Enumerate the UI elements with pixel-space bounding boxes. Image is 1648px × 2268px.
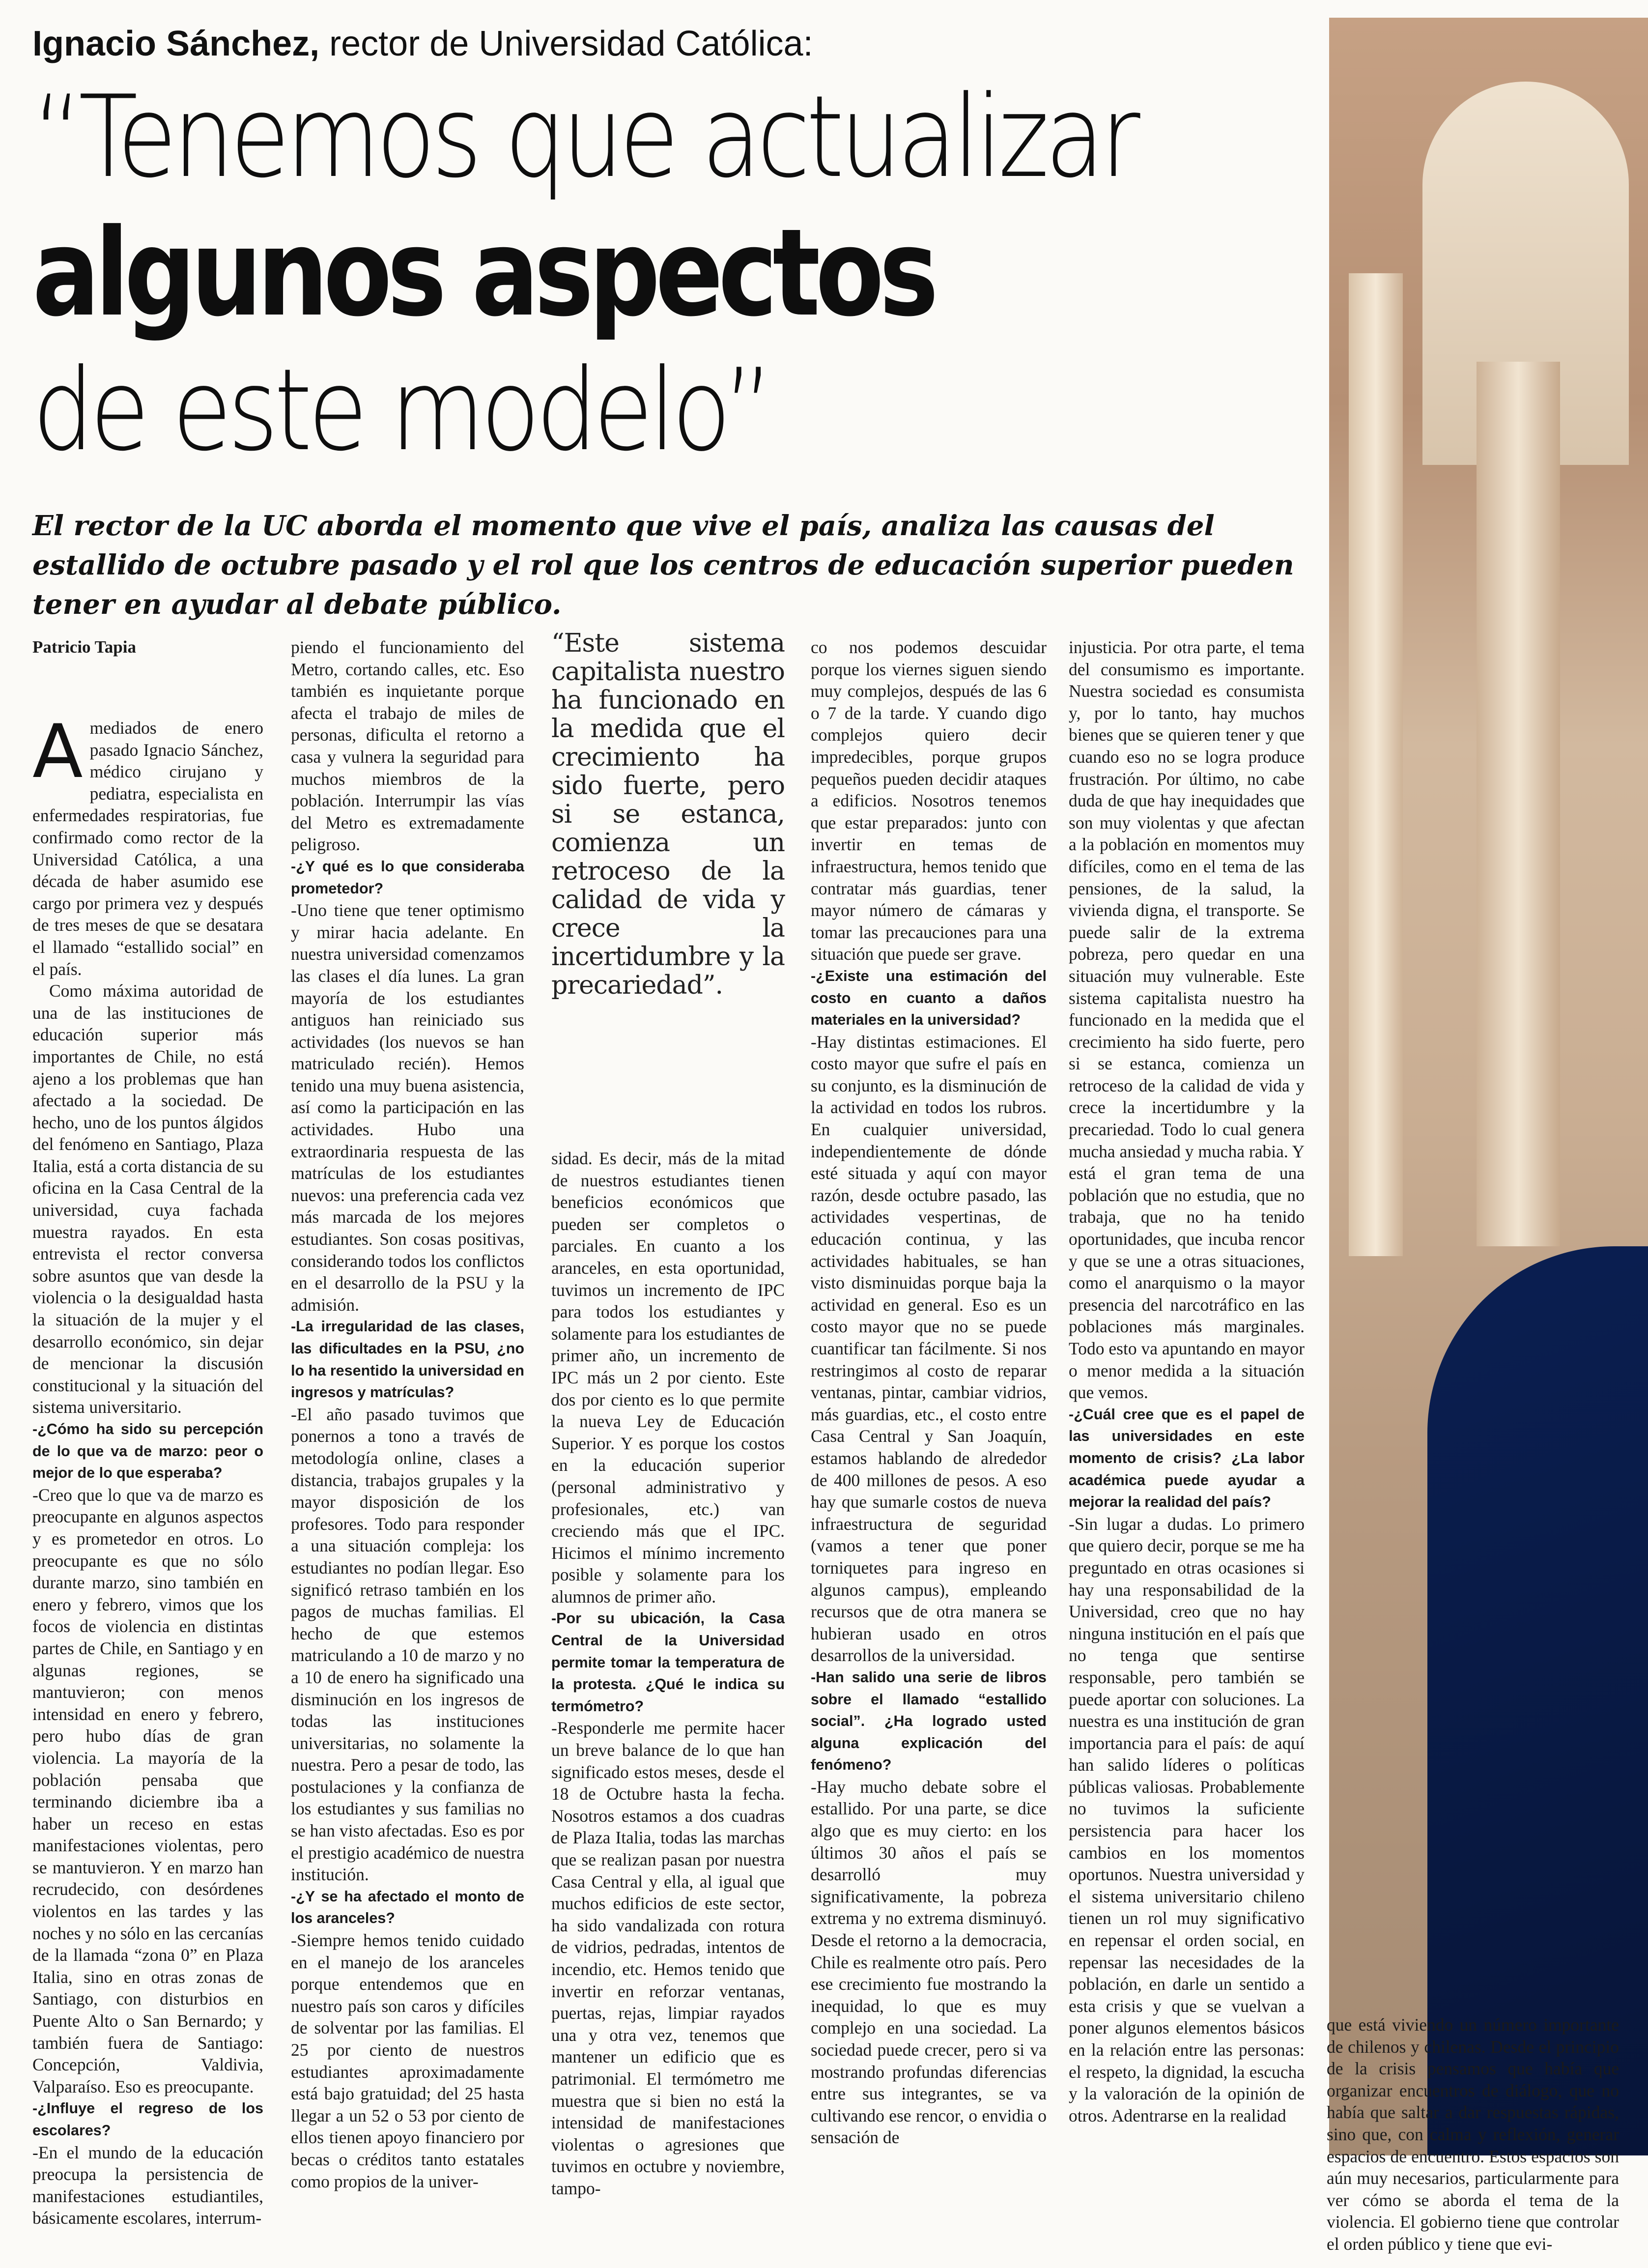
answer: -Sin lugar a dudas. Lo primero que quiero decir, porque se me ha preguntado en otras ocasiones si hay una responsabilidad de la Universidad, creo que no hay ninguna institución en el país que no tenga que sentirse responsable, pero también se puede aportar con soluciones. La nuestra es una institución de gran importancia para el país: de aquí han salido líderes o políticas públicas valiosas. Probablemente no tuvimos la suficiente persistencia para hacer los cambios en los momentos oportunos. Nuestra universidad y el sistema universitario chileno tienen un rol muy significativo en repensar el orden social, en repensar las necesidades de la población, en darle un sentido a esta crisis y que se vuelvan a poner algunos elementos básicos en la relación entre las personas: el respeto, la dignidad, la escucha y la valoración de la opinión de otros. Adentrarse en la realidad bbox=[1069, 1514, 1305, 2125]
pull-quote-box bbox=[551, 629, 785, 1148]
article-column-5 bbox=[1069, 636, 1305, 2126]
answer: -Responderle me permite hacer un breve balance de lo que han significado estos meses, desde el 18 de Octubre hasta la fecha. Nosotros estamos a dos cuadras de Plaza Italia, todas las marchas que se realizan pasan por nuestra Casa Central y ella, al igual que muchos edificios de este sector, ha sido vandalizada con rotura de vidrios, pedradas, intentos de incendio, etc. Hemos tenido que invertir en reforzar ventanas, puertas, rejas, limpiar rayados una y otra vez, tenemos que mantener un edificio que es patrimonial. El termómetro me muestra que si bien no está la intensidad de manifestaciones violentas o agresiones que tuvimos en octubre y noviembre, tampo- bbox=[551, 1718, 785, 2198]
pull-quote: “Este sistema capitalista nuestro ha funcionado en la medida que el crecimiento ha sido fuerte, pero si se estanca, comienza un retroceso de la calidad de vida y crece la incertidumbre y la precariedad”. bbox=[551, 629, 785, 1000]
question: -¿Y qué es lo que consideraba prometedor? bbox=[291, 858, 524, 897]
headline bbox=[32, 71, 1310, 477]
answer: -Creo que lo que va de marzo es preocupante en algunos aspectos y es prometedor en otros. Lo preocupante es que no sólo durante marzo, sino también en enero y febrero, vimos que los focos de violencia en distintas partes de Chile, en Santiago y en algunas regiones, se mantuvieron; con menos intensidad en enero y febrero, pero hubo días de gran violencia. La mayoría de la población pensaba que terminando diciembre iba a haber un receso en estas manifestaciones violentas, pero se mantuvieron. Y en marzo han recrudecido, con desórdenes violentos en las tardes y las noches y no sólo en las cercanías de la llamada “zona 0” en Plaza Italia, sino en otras zonas de Santiago, con disturbios en Puente Alto o San Bernardo; y también fuera de Santiago: Concepción, Valdivia, Valparaíso. Eso es preocupante. bbox=[32, 1485, 263, 2096]
kicker bbox=[32, 22, 813, 66]
photo-column-left bbox=[1349, 273, 1403, 1256]
answer: -En el mundo de la educación preocupa la persistencia de manifestaciones estudiantiles, básicamente escolares, interrum- bbox=[32, 2142, 263, 2228]
lead-paragraph bbox=[32, 709, 263, 980]
article-column-6 bbox=[1327, 2014, 1619, 2255]
answer: -Hay mucho debate sobre el estallido. Por una parte, se dice algo que es muy cierto: en los últimos 30 años el país se desarrolló muy significativamente, la pobreza extrema y no extrema disminuyó. Desde el retorno a la democracia, Chile es realmente otro país. Pero ese crecimiento fue mostrando la inequidad, lo que es muy complejo en una sociedad. La sociedad puede crecer, pero si va mostrando profundas diferencias entre sus integrantes, se va cultivando ese rencor, o envidia o sensación de bbox=[811, 1777, 1047, 2148]
paragraph: que está viviendo un número importante de chilenos y chilenas. Desde el principio de la crisis pensamos que había que organizar encuentros de diálogo, que no había que saltar a dar respuestas rápidas, sino que, con calma y reflexión, generar espacios de encuentro. Estos espacios son aún muy necesarios, particularmente para ver cómo se aborda el tema de la violencia. El gobierno tiene que controlar el orden público y tiene que evi- bbox=[1327, 2015, 1619, 2254]
question: -¿Cómo ha sido su percepción de lo que va de marzo: peor o mejor de lo que esperaba? bbox=[32, 1421, 263, 1482]
article-column-4 bbox=[811, 636, 1047, 2149]
deck-subheadline: El rector de la UC aborda el momento que vive el país, analiza las causas del estallido de octubre pasado y el rol que los centros de educación superior pueden tener en ayudar al debate público. bbox=[32, 510, 1294, 621]
answer: -El año pasado tuvimos que ponernos a tono a través de metodología online, clases a distancia, trabajos grupales y la mayor disposición de los profesores. Todo para responder a una situación compleja: los estudiantes no podían llegar. Eso significó retraso también en los pagos de muchas familias. El hecho de que estemos matriculando a 10 de marzo y no a 10 de enero ha significado una disminución en los ingresos de todas las instituciones universitarias, no solamente la nuestra. Pero a pesar de todo, las postulaciones y la confianza de los estudiantes y sus familias no se han visto afectadas. Eso es por el prestigio académico de nuestra institución. bbox=[291, 1404, 524, 1885]
question: -¿Y se ha afectado el monto de los aranceles? bbox=[291, 1888, 524, 1927]
paragraph: Como máxima autoridad de una de las instituciones de educación superior más importantes de Chile, no está ajeno a los problemas que han afectado a la sociedad. De hecho, uno de los puntos álgidos del fenómeno en Santiago, Plaza Italia, está a corta distancia de su oficina en la Casa Central de la universidad, cuya fachada muestra rayados. En esta entrevista el rector conversa sobre asuntos que van desde la violencia o la desigualdad hasta la situación de la mujer y el desarrollo económico, sin dejar de mencionar la discusión constitucional y la situación del sistema universitario. bbox=[32, 981, 263, 1417]
question: -¿Existe una estimación del costo en cuanto a daños materiales en la universidad? bbox=[811, 967, 1047, 1029]
dropcap: A bbox=[32, 709, 83, 795]
headline-line-3: de este modelo” bbox=[32, 345, 770, 476]
portrait-photo bbox=[1329, 18, 1648, 2155]
question: -¿Influye el regreso de los escolares? bbox=[32, 2100, 263, 2139]
answer: -Siempre hemos tenido cuidado en el manejo de los aranceles porque entendemos que en nuestro país son caros y difíciles de solventar por las familias. El 25 por ciento de nuestros estudiantes aproximadamente está bajo gratuidad; del 25 hasta llegar a un 52 o 53 por ciento de ellos tienen apoyo financiero por becas o créditos tanto estatales como propios de la univer- bbox=[291, 1930, 524, 2191]
paragraph: injusticia. Por otra parte, el tema del consumismo es importante. Nuestra sociedad es consumista y, por lo tanto, hay muchos bienes que se quieren tener y que cuando eso no se logra produce frustración. Por último, no cabe duda de que hay inequidades que son muy violentas y que afectan a la población en momentos muy difíciles, como en el tema de las pensiones, de la salud, la vivienda digna, el transporte. Se puede salir de la extrema pobreza, pero quedar en una situación muy vulnerable. Este sistema capitalista nuestro ha funcionado en la medida que el crecimiento ha sido fuerte, pero si se estanca, comienza un retroceso de la calidad de vida y crece la incertidumbre y la precariedad. Todo lo cual genera mucha ansiedad y mucha rabia. Y está el gran tema de una población que no estudia, que no trabaja, que no ha tenido oportunidades, que incuba rencor y que se une a otras situaciones, como el anarquismo o la mayor presencia del narcotráfico en las poblaciones más marginales. Todo esto va apuntando en mayor o menor medida a la situación que vemos. bbox=[1069, 637, 1305, 1403]
paragraph: piendo el funcionamiento del Metro, cortando calles, etc. Eso también es inquietante porque afecta el trabajo de miles de personas, dificulta el retorno a casa y vulnera la seguridad para muchos miembros de la población. Interrumpir las vías del Metro es extremadamente peligroso. bbox=[291, 637, 524, 855]
article-column-3 bbox=[551, 629, 785, 2200]
question: -Por su ubicación, la Casa Central de la Universidad permite tomar la temperatura de la protesta. ¿Qué le indica su termómetro? bbox=[551, 1610, 785, 1715]
kicker-title: rector de Universidad Católica: bbox=[319, 24, 813, 63]
headline-line-1: “Tenemos que actualizar bbox=[32, 72, 1137, 203]
article-column-2 bbox=[291, 636, 524, 2192]
photo-column-right bbox=[1477, 362, 1560, 1246]
question: -¿Cuál cree que es el papel de las universidades en este momento de crisis? ¿La labor académica puede ayudar a mejorar la realidad del país? bbox=[1069, 1406, 1305, 1511]
question: -Han salido una serie de libros sobre el llamado “estallido social”. ¿Ha logrado usted alguna explicación del fenómeno? bbox=[811, 1668, 1047, 1774]
answer: -Uno tiene que tener optimismo y mirar hacia adelante. En nuestra universidad comenzamos las clases el día lunes. La gran mayoría de los estudiantes antiguos han reiniciado sus actividades (los nuevos se han matriculado recién). Hemos tenido una muy buena asistencia, así como la participación en las actividades. Hubo una extraordinaria respuesta de las matrículas de los estudiantes nuevos: una preferencia cada vez más marcada de los mejores estudiantes. Son cosas positivas, considerando todos los conflictos en el desarrollo de la PSU y la admisión. bbox=[291, 900, 524, 1315]
paragraph: co nos podemos descuidar porque los viernes siguen siendo muy complejos, después de las 6 o 7 de la tarde. Y cuando digo complejos quiero decir impredecibles, porque grupos pequeños pueden decidir ataques a edificios. Nosotros tenemos que estar preparados: junto con invertir en temas de infraestructura, hemos tenido que contratar más guardias, tener mayor número de cámaras y tomar las precauciones para una situación que puede ser grave. bbox=[811, 637, 1047, 964]
byline: Patricio Tapia bbox=[32, 637, 136, 657]
lead-text: mediados de enero pasado Ignacio Sánchez, médico cirujano y pediatra, especialista en enfermedades respiratorias, fue confirmado como rector de la Universidad Católica, a una década de haber asumido ese cargo por primera vez y después de tres meses de que se desatara el llamado “estallido social” en el país. bbox=[32, 718, 263, 979]
question: -La irregularidad de las clases, las dificultades en la PSU, ¿no lo ha resentido la universidad en ingresos y matrículas? bbox=[291, 1318, 524, 1401]
paragraph: sidad. Es decir, más de la mitad de nuestros estudiantes tienen beneficios económicos que pueden ser completos o parciales. En cuanto a los aranceles, en esta oportunidad, tuvimos un incremento de IPC para todos los estudiantes y solamente para los estudiantes de primer año, un incremento de IPC más un 2 por ciento. Este dos por ciento es lo que permite la nueva Ley de Educación Superior. Y es porque los costos en la educación superior (personal administrativo y profesionales, etc.) van creciendo más que el IPC. Hicimos el mínimo incremento posible y solamente para los alumnos de primer año. bbox=[551, 1148, 785, 1607]
answer: -Hay distintas estimaciones. El costo mayor que sufre el país en su conjunto, es la disminución de la actividad en todos los rubros. En cualquier universidad, independientemente de dónde esté situada y aquí con mayor razón, desde octubre pasado, las actividades vespertinas, de educación continua, y las actividades habituales, se han visto disminuidas porque baja la actividad en general. Eso es un costo mayor que no se puede cuantificar tan fácilmente. Si nos restringimos al costo de reparar ventanas, pintar, cambiar vidrios, más guardias, etc., el costo entre Casa Central y San Joaquín, estamos hablando de alrededor de 400 millones de pesos. A eso hay que sumarle costos de nueva infraestructura de seguridad (vamos a tener que poner torniquetes para ingreso en algunos campus), empleando recursos que de otra manera se hubieran usado en otros desarrollos de la universidad. bbox=[811, 1032, 1047, 1665]
headline-line-2: algunos aspectos bbox=[32, 203, 934, 343]
article-column-1 bbox=[32, 636, 263, 2229]
kicker-name: Ignacio Sánchez, bbox=[32, 24, 320, 63]
